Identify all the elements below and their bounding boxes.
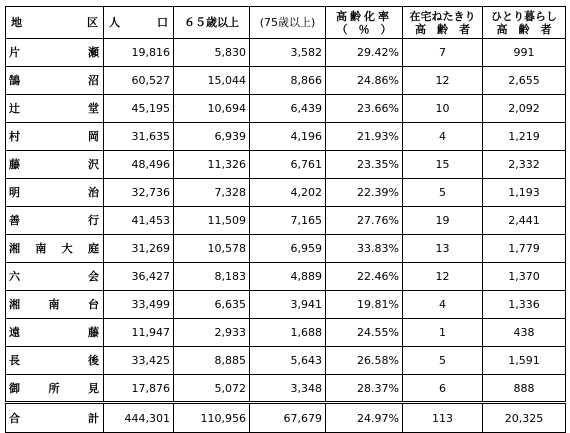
- cell-area: 御所見: [6, 375, 104, 403]
- header-population-right: 口: [157, 16, 168, 29]
- total-population: 444,301: [104, 403, 174, 433]
- cell-population: 11,947: [104, 319, 174, 347]
- total-area: 合計: [6, 403, 104, 433]
- cell-alone: 1,779: [483, 235, 566, 263]
- cell-over65: 11,509: [174, 207, 250, 235]
- cell-alone: 1,591: [483, 347, 566, 375]
- cell-rate: 29.42%: [326, 39, 403, 67]
- cell-over65: 11,326: [174, 151, 250, 179]
- header-area-left: 地: [11, 16, 22, 29]
- cell-alone: 438: [483, 319, 566, 347]
- table-row: [6, 347, 566, 375]
- cell-alone: 1,336: [483, 291, 566, 319]
- header-row: [6, 7, 566, 39]
- cell-population: 41,453: [104, 207, 174, 235]
- cell-population: 31,269: [104, 235, 174, 263]
- cell-population: 19,816: [104, 39, 174, 67]
- cell-population: 60,527: [104, 67, 174, 95]
- total-row: [6, 403, 566, 433]
- cell-population: 31,635: [104, 123, 174, 151]
- cell-over75: 6,959: [250, 235, 326, 263]
- header-over65: ６５歳以上: [174, 7, 250, 39]
- cell-over75: 7,165: [250, 207, 326, 235]
- cell-bedridden: 15: [403, 151, 483, 179]
- cell-over75: 3,941: [250, 291, 326, 319]
- cell-rate: 23.66%: [326, 95, 403, 123]
- cell-over65: 6,939: [174, 123, 250, 151]
- cell-alone: 1,370: [483, 263, 566, 291]
- header-alone: [483, 7, 566, 39]
- cell-over65: 6,635: [174, 291, 250, 319]
- cell-rate: 26.58%: [326, 347, 403, 375]
- table-row: [6, 123, 566, 151]
- cell-over75: 8,866: [250, 67, 326, 95]
- cell-area: 長後: [6, 347, 104, 375]
- cell-bedridden: 7: [403, 39, 483, 67]
- cell-over75: 4,889: [250, 263, 326, 291]
- cell-alone: 2,332: [483, 151, 566, 179]
- table-row: [6, 67, 566, 95]
- header-alone-line1: ひとり暮らし: [491, 9, 557, 23]
- total-alone: 20,325: [483, 403, 566, 433]
- table-row: [6, 263, 566, 291]
- header-area-right: 区: [87, 16, 98, 29]
- cell-area: 湘南大庭: [6, 235, 104, 263]
- cell-rate: 21.93%: [326, 123, 403, 151]
- elderly-statistics-table: [5, 6, 566, 433]
- cell-over75: 3,348: [250, 375, 326, 403]
- cell-over65: 8,183: [174, 263, 250, 291]
- cell-alone: 1,219: [483, 123, 566, 151]
- cell-population: 17,876: [104, 375, 174, 403]
- cell-over75: 5,643: [250, 347, 326, 375]
- cell-over65: 8,885: [174, 347, 250, 375]
- cell-over65: 7,328: [174, 179, 250, 207]
- cell-rate: 22.46%: [326, 263, 403, 291]
- cell-bedridden: 10: [403, 95, 483, 123]
- cell-over65: 2,933: [174, 319, 250, 347]
- cell-population: 48,496: [104, 151, 174, 179]
- cell-over75: 4,196: [250, 123, 326, 151]
- total-over75: 67,679: [250, 403, 326, 433]
- cell-over65: 15,044: [174, 67, 250, 95]
- cell-rate: 22.39%: [326, 179, 403, 207]
- cell-population: 33,499: [104, 291, 174, 319]
- header-rate-line2: （ ％ ）: [336, 22, 392, 36]
- cell-bedridden: 5: [403, 179, 483, 207]
- table-row: [6, 207, 566, 235]
- table-row: [6, 39, 566, 67]
- table-row: [6, 95, 566, 123]
- cell-over65: 5,072: [174, 375, 250, 403]
- cell-bedridden: 4: [403, 291, 483, 319]
- cell-over75: 6,761: [250, 151, 326, 179]
- cell-area: 六会: [6, 263, 104, 291]
- cell-bedridden: 4: [403, 123, 483, 151]
- total-over65: 110,956: [174, 403, 250, 433]
- table-row: [6, 235, 566, 263]
- cell-alone: 2,092: [483, 95, 566, 123]
- cell-rate: 19.81%: [326, 291, 403, 319]
- cell-over75: 4,202: [250, 179, 326, 207]
- header-rate: [326, 7, 403, 39]
- table-row: [6, 291, 566, 319]
- cell-population: 45,195: [104, 95, 174, 123]
- cell-over75: 3,582: [250, 39, 326, 67]
- cell-bedridden: 12: [403, 67, 483, 95]
- cell-over75: 1,688: [250, 319, 326, 347]
- header-bedridden: [403, 7, 483, 39]
- total-bedridden: 113: [403, 403, 483, 433]
- table-row: [6, 151, 566, 179]
- header-bedridden-line2: 高 齢 者: [415, 22, 470, 36]
- cell-bedridden: 1: [403, 319, 483, 347]
- cell-bedridden: 12: [403, 263, 483, 291]
- header-population-left: 人: [109, 16, 120, 29]
- cell-bedridden: 6: [403, 375, 483, 403]
- cell-area: 善行: [6, 207, 104, 235]
- cell-alone: 2,441: [483, 207, 566, 235]
- cell-rate: 24.86%: [326, 67, 403, 95]
- header-over75: (75歳以上): [250, 7, 326, 39]
- cell-bedridden: 5: [403, 347, 483, 375]
- table-row: [6, 375, 566, 403]
- cell-rate: 28.37%: [326, 375, 403, 403]
- cell-over65: 10,694: [174, 95, 250, 123]
- cell-over75: 6,439: [250, 95, 326, 123]
- table-row: [6, 179, 566, 207]
- cell-population: 32,736: [104, 179, 174, 207]
- cell-bedridden: 19: [403, 207, 483, 235]
- table-row: [6, 319, 566, 347]
- cell-rate: 24.55%: [326, 319, 403, 347]
- cell-rate: 33.83%: [326, 235, 403, 263]
- cell-over65: 10,578: [174, 235, 250, 263]
- cell-area: 藤沢: [6, 151, 104, 179]
- cell-alone: 991: [483, 39, 566, 67]
- cell-over65: 5,830: [174, 39, 250, 67]
- cell-population: 36,427: [104, 263, 174, 291]
- cell-rate: 23.35%: [326, 151, 403, 179]
- cell-area: 鵠沼: [6, 67, 104, 95]
- cell-area: 湘南台: [6, 291, 104, 319]
- cell-population: 33,425: [104, 347, 174, 375]
- header-bedridden-line1: 在宅ねたきり: [409, 9, 476, 23]
- cell-area: 片瀬: [6, 39, 104, 67]
- cell-bedridden: 13: [403, 235, 483, 263]
- total-rate: 24.97%: [326, 403, 403, 433]
- cell-alone: 888: [483, 375, 566, 403]
- cell-rate: 27.76%: [326, 207, 403, 235]
- header-population: [104, 7, 174, 39]
- header-rate-line1: 高齢化率: [336, 9, 392, 23]
- cell-area: 村岡: [6, 123, 104, 151]
- cell-alone: 1,193: [483, 179, 566, 207]
- header-area: [6, 7, 104, 39]
- header-alone-line2: 高 齢 者: [496, 22, 552, 36]
- cell-area: 辻堂: [6, 95, 104, 123]
- cell-area: 遠藤: [6, 319, 104, 347]
- cell-alone: 2,655: [483, 67, 566, 95]
- cell-area: 明治: [6, 179, 104, 207]
